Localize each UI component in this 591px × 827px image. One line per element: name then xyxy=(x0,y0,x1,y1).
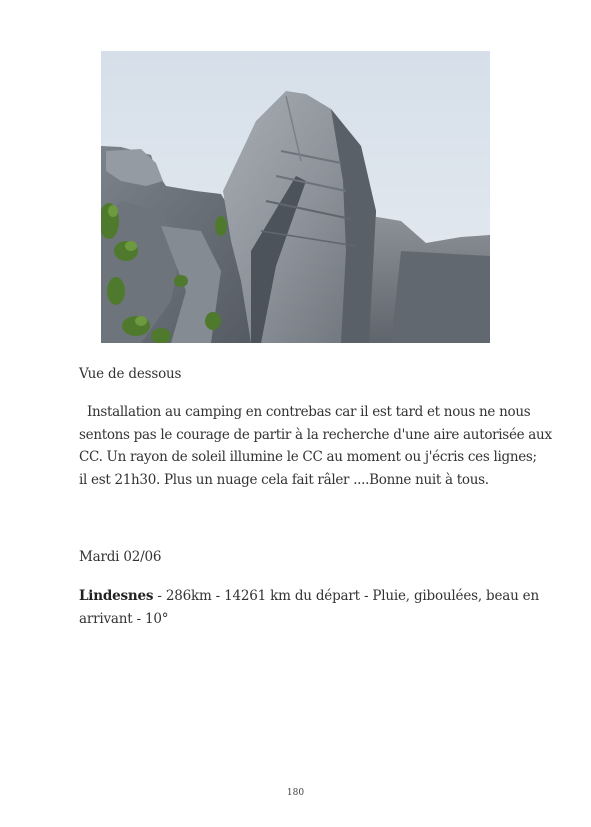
body-paragraph xyxy=(79,401,552,491)
paragraph-line: Installation au camping en contrebas car il est tard et nous ne nous xyxy=(79,404,531,420)
paragraph-line: il est 21h30. Plus un nuage cela fait râler ....Bonne nuit à tous. xyxy=(79,471,489,488)
stage-details: - 286km - 14261 km du départ - Pluie, giboulées, beau en xyxy=(153,588,539,604)
stage-info xyxy=(79,585,539,630)
stage-place: Lindesnes xyxy=(79,588,154,604)
entry-date: Mardi 02/06 xyxy=(79,549,162,565)
rock-cliff-photo xyxy=(101,51,490,343)
paragraph-line: sentons pas le courage de partir à la recherche d'une aire autorisée aux xyxy=(79,426,552,443)
paragraph-line: CC. Un rayon de soleil illumine le CC au moment ou j'écris ces lignes; xyxy=(79,449,537,465)
page-number: 180 xyxy=(286,788,305,798)
photo-caption: Vue de dessous xyxy=(79,366,182,382)
stage-line: arrivant - 10° xyxy=(79,610,169,627)
stage-line xyxy=(79,585,539,608)
